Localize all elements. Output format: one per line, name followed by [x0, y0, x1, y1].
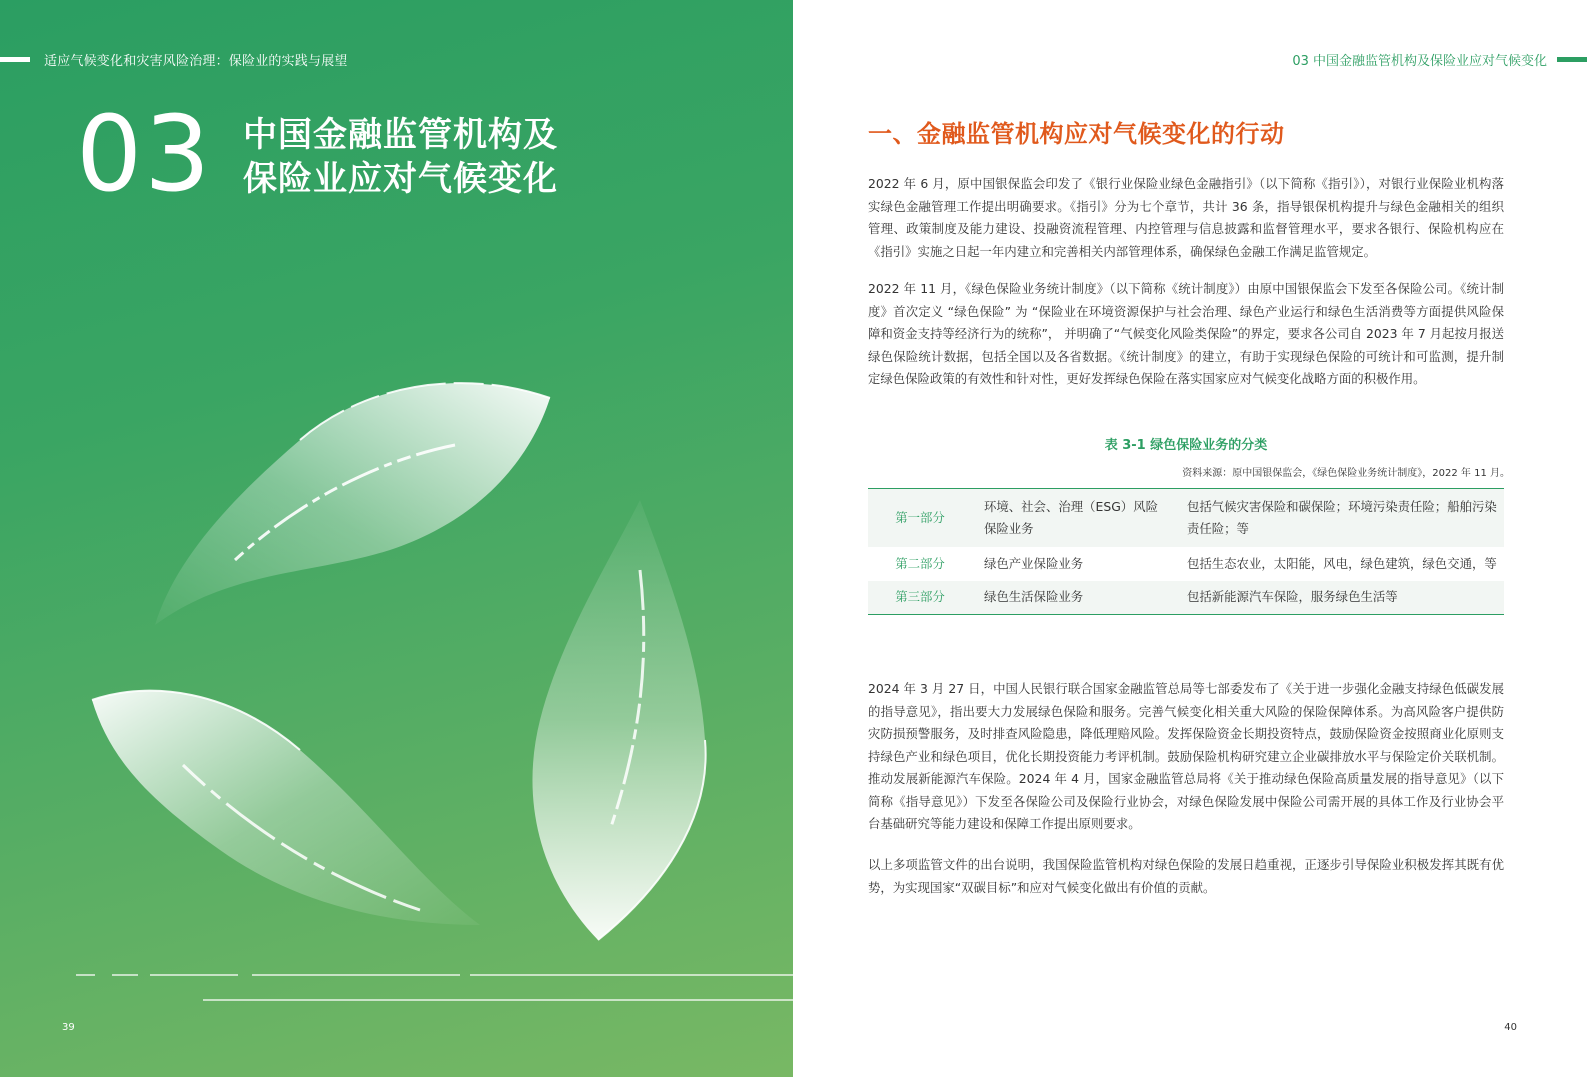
table-cell-description: 包括新能源汽车保险，服务绿色生活等	[1175, 581, 1504, 615]
running-head-right-text: 03 中国金融监管机构及保险业应对气候变化	[1292, 54, 1547, 69]
running-head-left-text: 适应气候变化和灾害风险治理：保险业的实践与展望	[44, 54, 348, 69]
paragraph-2: 2022 年 11 月，《绿色保险业务统计制度》（以下简称《统计制度》）由原中国银保监会下发至各保险公司。《统计制度》首次定义 “绿色保险” 为 “保险业在环境资源保护与社会治理、绿色产业运行和绿色生活消费等方面提供风险保障和资金支持等经济行为的统称”， 并明确了“气候变化风险类保险”的界定，要求各公司自 2023 年 7 月起按月报送绿色保险统计数据，包括全国以及各省数据。《统计制度》的建立，有助于实现绿色保险的可统计和可监测，提升制定绿色保险政策的有效性和针对性，更好发挥绿色保险在落实国家应对气候变化战略方面的积极作用。	[868, 281, 1504, 386]
running-head-bar	[1557, 57, 1587, 62]
table-cell-description: 包括生态农业，太阳能，风电，绿色建筑，绿色交通，等	[1175, 547, 1504, 581]
table-cell-category: 绿色生活保险业务	[972, 581, 1175, 615]
right-page	[793, 0, 1587, 1077]
running-head-left	[0, 50, 348, 69]
table-cell-part: 第一部分	[868, 489, 972, 547]
table-row	[868, 581, 1504, 615]
running-head-bar	[0, 57, 30, 62]
leaf-top-icon	[155, 383, 550, 625]
leaf-left-icon	[92, 691, 480, 925]
table-cell-category: 绿色产业保险业务	[972, 547, 1175, 581]
chapter-title	[243, 113, 558, 201]
page-number-right: 40	[1504, 1022, 1517, 1033]
table-cell-category: 环境、社会、治理（ESG）风险保险业务	[972, 489, 1175, 547]
paragraph-3: 2024 年 3 月 27 日，中国人民银行联合国家金融监管总局等七部委发布了《关于进一步强化金融支持绿色低碳发展的指导意见》，指出要大力发展绿色保险和服务。完善气候变化相关重大风险的保险保障体系。为高风险客户提供防灾防损预警服务，及时排查风险隐患，降低理赔风险。发挥保险资金长期投资特点，鼓励保险资金按照商业化原则支持绿色产业和绿色项目，优化长期投资能力考评机制。鼓励保险机构研究建立企业碳排放水平与保险定价关联机制。推动发展新能源汽车保险。2024 年 4 月，国家金融监管总局将《关于推动绿色保险高质量发展的指导意见》（以下简称《指导意见》）下发至各保险公司及保险行业协会，对绿色保险发展中保险公司需开展的具体工作及行业协会平台基础研究等能力建设和保障工作提出原则要求。	[868, 681, 1504, 831]
running-head-right	[1292, 50, 1587, 69]
table-cell-description: 包括气候灾害保险和碳保险；环境污染责任险；船舶污染责任险；等	[1175, 489, 1504, 547]
ground-lines	[76, 975, 793, 1000]
table-cell-part: 第二部分	[868, 547, 972, 581]
leaf-right-icon	[532, 500, 705, 940]
table-caption: 表 3-1 绿色保险业务的分类	[1104, 438, 1268, 453]
table-row	[868, 547, 1504, 581]
paragraph-4: 以上多项监管文件的出台说明，我国保险监管机构对绿色保险的发展日趋重视，正逐步引导保险业积极发挥其既有优势，为实现国家“双碳目标”和应对气候变化做出有价值的贡献。	[868, 857, 1504, 895]
left-page	[0, 0, 793, 1077]
table-cell-part: 第三部分	[868, 581, 972, 615]
green-insurance-table	[868, 488, 1504, 615]
table-row	[868, 489, 1504, 547]
paragraph-1: 2022 年 6 月，原中国银保监会印发了《银行业保险业绿色金融指引》（以下简称《指引》），对银行业保险业机构落实绿色金融管理工作提出明确要求。《指引》分为七个章节，共计 36 条，指导银保机构提升与绿色金融相关的组织管理、政策制度及能力建设、投融资流程管理、内控管理与信息披露和监督管理水平，要求各银行、保险机构应在《指引》实施之日起一年内建立和完善相关内部管理体系，确保绿色金融工作满足监管规定。	[868, 176, 1504, 259]
leaf-trio-illustration	[0, 360, 793, 1020]
chapter-number: 03	[76, 93, 213, 215]
table-source: 资料来源：原中国银保监会，《绿色保险业务统计制度》，2022 年 11 月。	[1182, 468, 1510, 479]
chapter-title-line-1: 中国金融监管机构及	[243, 115, 558, 155]
section-title: 一、金融监管机构应对气候变化的行动	[868, 120, 1285, 148]
chapter-title-line-2: 保险业应对气候变化	[243, 159, 558, 199]
page-number-left: 39	[62, 1022, 75, 1033]
